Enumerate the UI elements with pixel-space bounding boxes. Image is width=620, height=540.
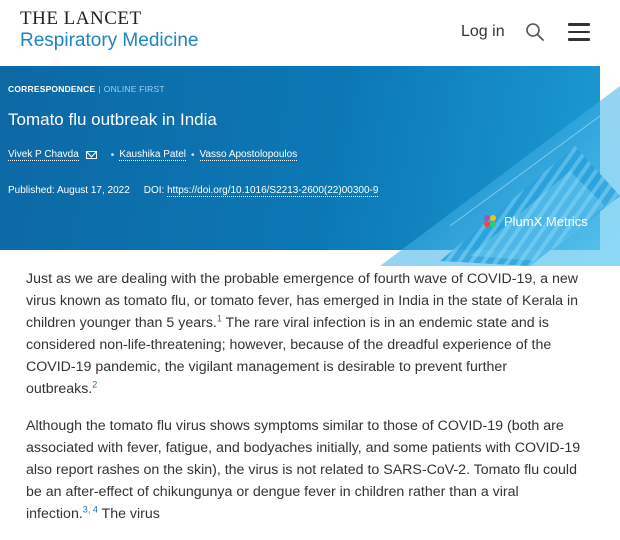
plumx-icon	[482, 213, 498, 229]
plumx-label: PlumX Metrics	[504, 213, 588, 229]
paragraph-text: The virus	[97, 506, 160, 522]
author-link[interactable]: Kaushika Patel	[119, 149, 187, 160]
paragraph-text: Although the tomato flu virus shows symptoms similar to those of COVID-19 (both are associated with fever, fatigue, and bodyaches initially, and some patients with COVID-19 also report rashes on the skin), the virus is not related to SARS-CoV-2. Tomato flu could be an after-effect of chikungunya or dengue fever in children rather than a viral infection.	[26, 418, 581, 522]
author-link[interactable]: Vasso Apostolopoulos	[199, 149, 298, 160]
reference-link[interactable]: 1	[216, 313, 222, 324]
article-title: Tomato flu outbreak in India	[8, 110, 217, 129]
article-type-breadcrumb	[8, 84, 165, 94]
category-label: CORRESPONDENCE	[8, 84, 96, 94]
cover-art-image	[320, 56, 620, 266]
paragraph-text: Just as we are dealing with the probable emergence of fourth wave of COVID-19, a new virus known as tomato flu, or tomato fever, has emerged in India in the state of Kerala in children younger than 5 years.	[26, 271, 579, 331]
article-banner	[0, 66, 600, 250]
login-link[interactable]: Log in	[461, 23, 505, 40]
reference-link[interactable]: 3	[82, 504, 88, 515]
hamburger-menu-icon[interactable]	[568, 23, 590, 41]
reference-link[interactable]: 2	[92, 379, 98, 390]
journal-logo-top[interactable]: THE LANCET	[20, 8, 142, 29]
breadcrumb-separator: |	[98, 84, 101, 94]
reference-link[interactable]: 4	[92, 504, 98, 515]
publication-info	[8, 185, 378, 196]
paragraph-text: The rare viral infection is in an endemic state and is considered non-life-threatening; however, because of the dreadful experience of the COVID-19 pandemic, the vigilant management is desirable to prevent further outbreaks.	[26, 315, 552, 397]
reference-separator: ,	[87, 504, 93, 515]
author-list	[8, 149, 297, 161]
author-link[interactable]: Vivek P Chavda	[8, 149, 79, 160]
journal-logo-bottom[interactable]: Respiratory Medicine	[20, 30, 199, 51]
author-separator: •	[191, 149, 195, 161]
doi-label: DOI:	[143, 185, 165, 196]
article-paragraph	[26, 268, 582, 400]
plumx-metrics-link[interactable]	[482, 213, 588, 229]
article-body	[26, 268, 582, 540]
article-paragraph	[26, 415, 582, 525]
doi-link[interactable]: https://doi.org/10.1016/S2213-2600(22)00300-9	[167, 185, 379, 196]
email-icon[interactable]	[86, 151, 97, 159]
online-first-label: ONLINE FIRST	[103, 84, 165, 94]
author-separator: •	[110, 149, 115, 161]
published-label: Published:	[8, 185, 55, 196]
published-date: August 17, 2022	[56, 185, 130, 196]
search-icon[interactable]	[525, 22, 545, 42]
